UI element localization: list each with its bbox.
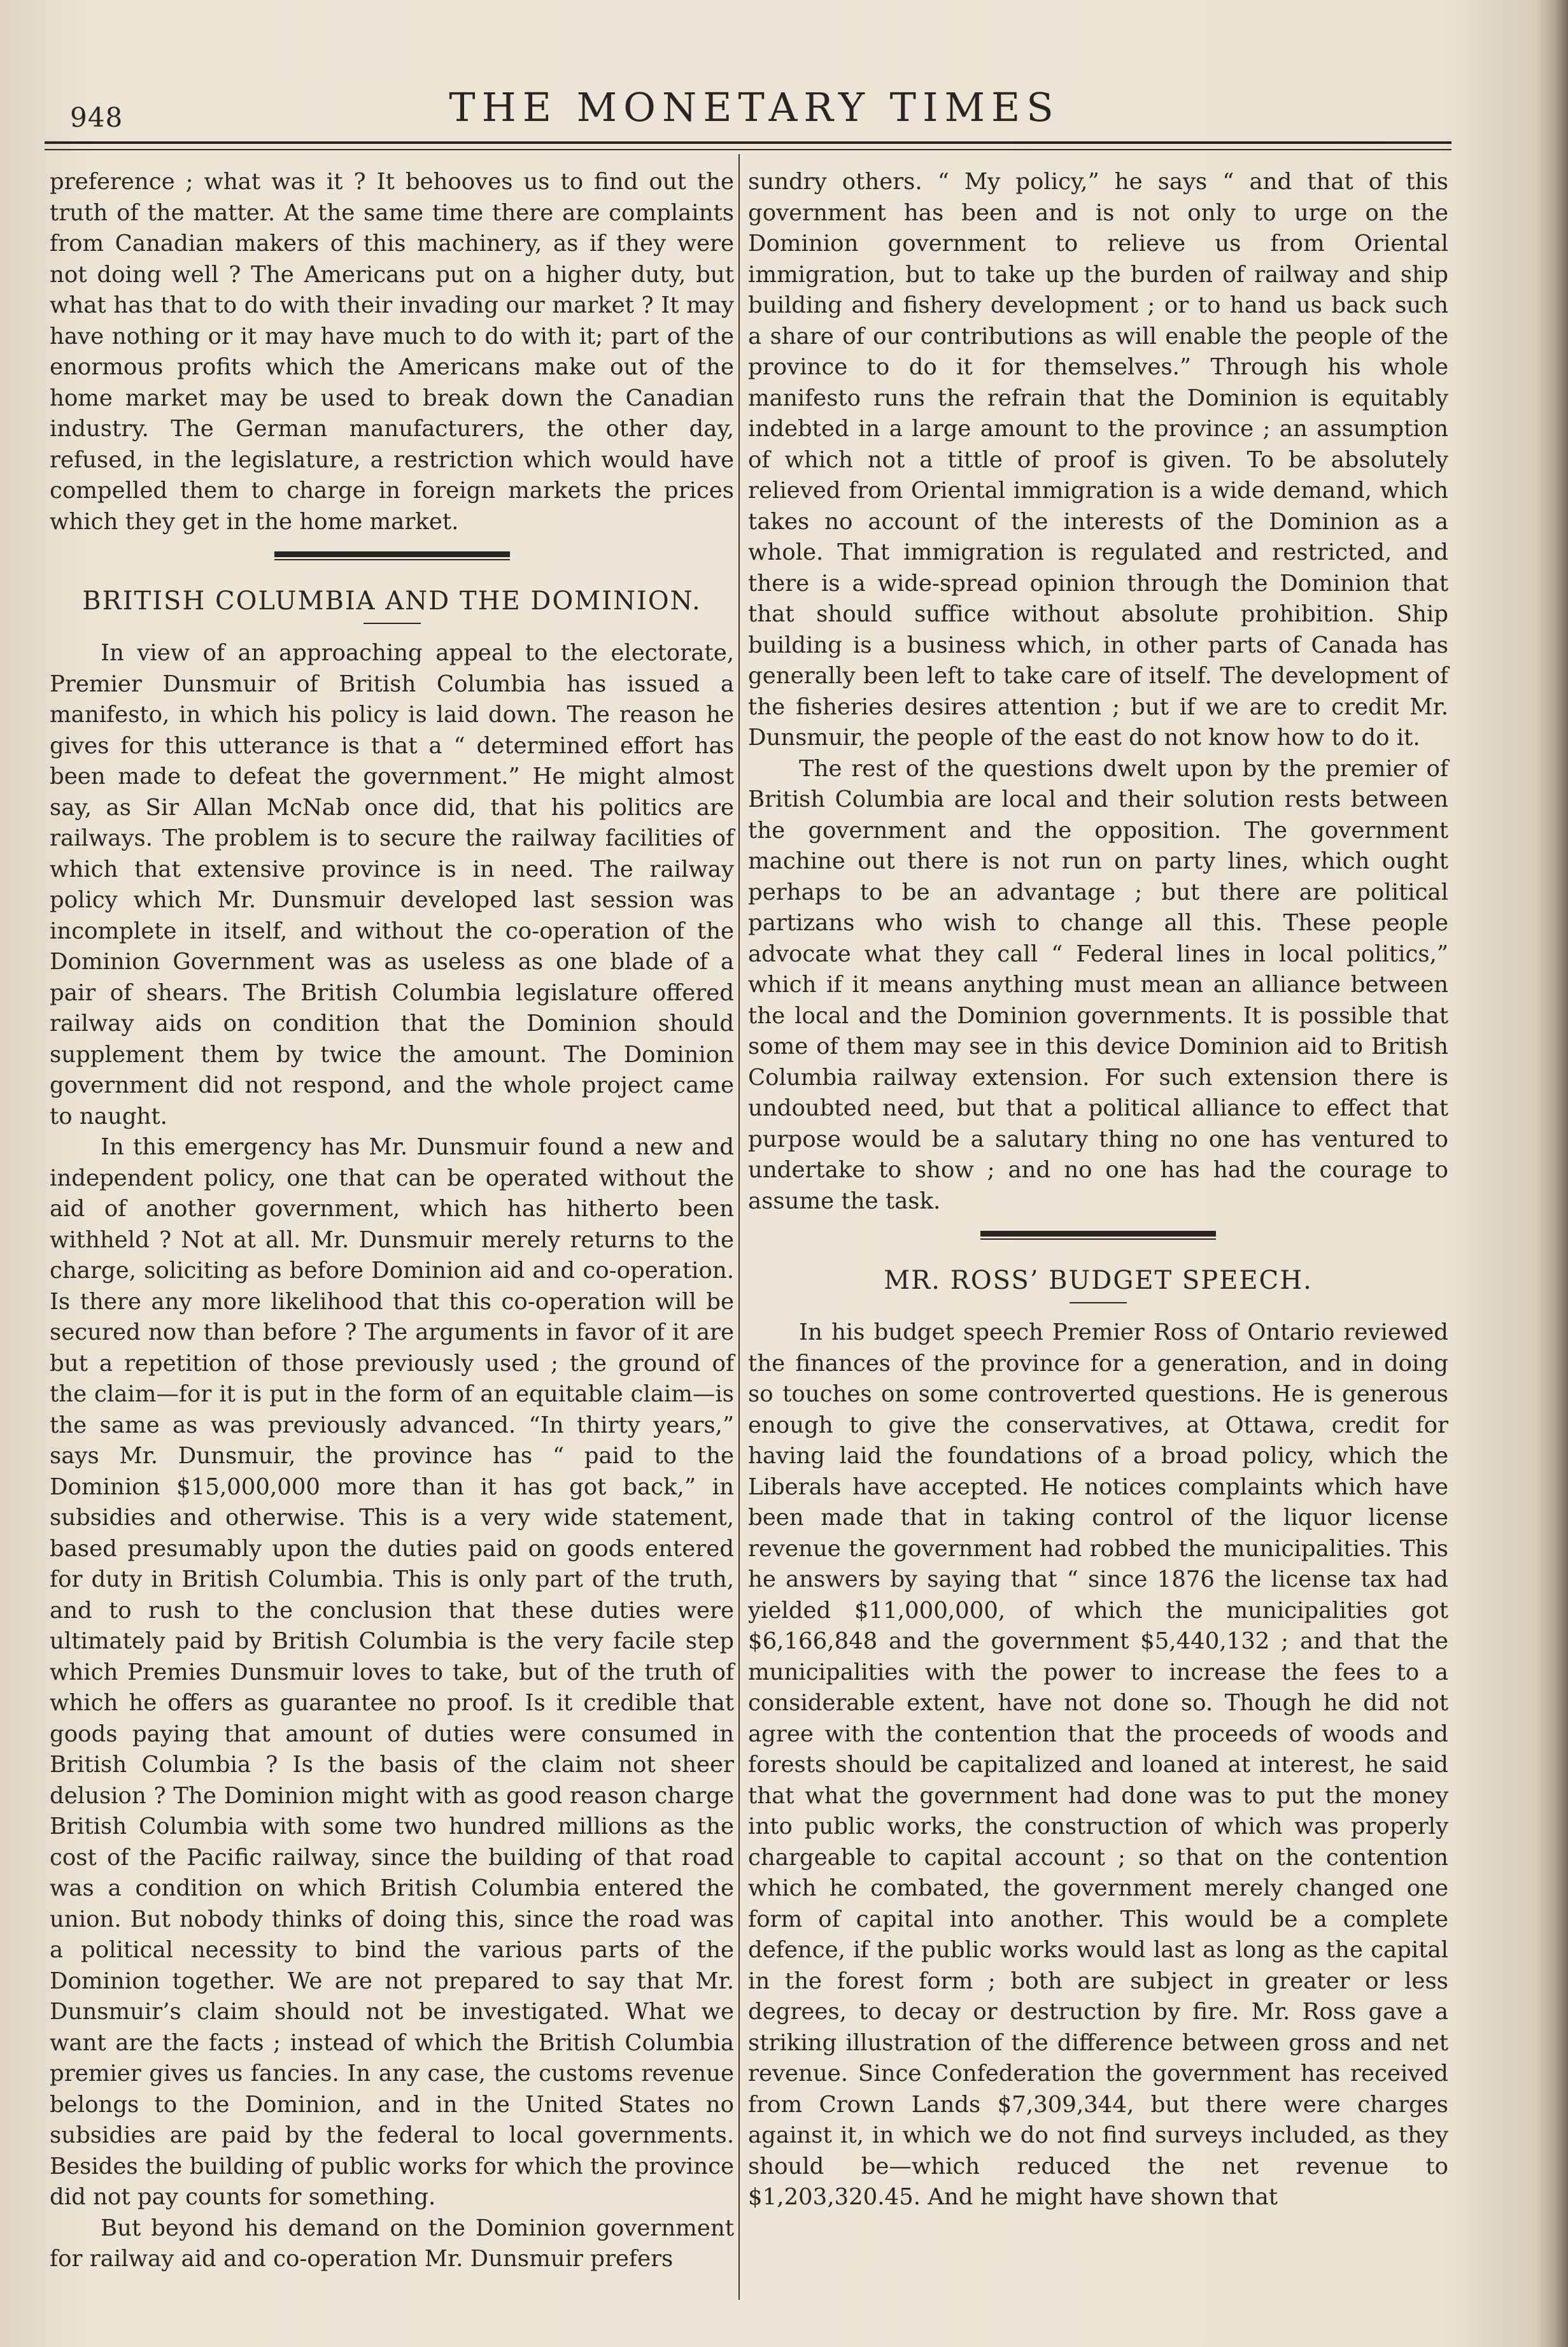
column-divider bbox=[738, 154, 740, 2300]
heading-rule bbox=[1070, 1302, 1127, 1303]
article-paragraph: sundry others. “ My policy,” he says “ and that of this government has been and is not only to urge on the Dominion government to relieve us from Oriental immigration, but to take up the burden of railway and ship building and fishery development ; or to hand us back such a share of our contributions as will enable the people of the province to do it for themselves.” Through his whole manifesto runs the refrain that the Dominion is equitably indebted in a large amount to the province ; an assumption of which not a tittle of proof is given. To be absolutely relieved from Oriental immigration is a wide demand, which takes no account of the interests of the Dominion as a whole. That immigration is regulated and restricted, and there is a wide-spread opinion through the Dominion that that should suffice without absolute prohibition. Ship building is a business which, in other parts of Canada has generally been left to take care of itself. The development of the fisheries desires attention ; but if we are to credit Mr. Dunsmuir, the people of the east do not know how to do it. bbox=[748, 169, 1448, 751]
right-column bbox=[748, 167, 1448, 2213]
page-number: 948 bbox=[70, 102, 124, 133]
left-column bbox=[50, 167, 734, 2275]
section-separator bbox=[50, 537, 734, 573]
header-rule-thin bbox=[45, 149, 1451, 150]
header-rule-thick bbox=[45, 141, 1451, 144]
page-edge-shadow bbox=[1536, 0, 1568, 2347]
publication-title: THE MONETARY TIMES bbox=[449, 84, 1060, 131]
section-heading: MR. ROSS’ BUDGET SPEECH. bbox=[884, 1266, 1313, 1295]
section-separator bbox=[748, 1217, 1448, 1252]
article-paragraph: preference ; what was it ? It behooves us to find out the truth of the matter. At the same time there are complaints from Canadian makers of this machinery, as if they were not doing well ? The Americans put on a higher duty, but what has that to do with their invading our market ? It may have nothing or it may have much to do with it; part of the enormous profits which the Americans make out of the home market may be used to break down the Canadian industry. The German manufacturers, the other day, refused, in the legislature, a restriction which would have compelled them to charge in foreign markets the prices which they get in the home market. bbox=[50, 169, 734, 535]
article-paragraph: The rest of the questions dwelt upon by the premier of British Columbia are local and their solution rests between the government and the opposition. The government machine out there is not run on party lines, which ought perhaps to be an advantage ; but there are political partizans who wish to change all this. These people advocate what they call “ Federal lines in local politics,” which if it means anything must mean an alliance between the local and the Dominion governments. It is possible that some of them may see in this device Dominion aid to British Columbia railway extension. For such extension there is undoubted need, but that a political alliance to effect that purpose would be a salutary thing no one has ventured to undertake to show ; and no one has had the courage to assume the task. bbox=[748, 755, 1448, 1214]
section-heading: BRITISH COLUMBIA AND THE DOMINION. bbox=[82, 586, 702, 616]
article-paragraph: But beyond his demand on the Dominion government for railway aid and co-operation Mr. Dunsmuir prefers bbox=[50, 2215, 734, 2272]
heading-rule bbox=[364, 623, 421, 624]
article-paragraph: In view of an approaching appeal to the electorate, Premier Dunsmuir of British Columbia has issued a manifesto, in which his policy is laid down. The reason he gives for this utterance is that a “ determined effort has been made to defeat the government.” He might almost say, as Sir Allan McNab once did, that his politics are railways. The problem is to secure the railway facilities of which that extensive province is in need. The railway policy which Mr. Dunsmuir developed last session was incomplete in itself, and without the co-operation of the Dominion Government was as useless as one blade of a pair of shears. The British Columbia legislature offered railway aids on condition that the Dominion should supplement them by twice the amount. The Dominion government did not respond, and the whole project came to naught. bbox=[50, 640, 734, 1130]
article-paragraph: In his budget speech Premier Ross of Ontario reviewed the finances of the province for a generation, and in doing so touches on some controverted questions. He is generous enough to give the conservatives, at Ottawa, credit for having laid the foundations of a broad policy, which the Liberals have accepted. He notices complaints which have been made that in taking control of the liquor license revenue the government had robbed the municipalities. This he answers by saying that “ since 1876 the license tax had yielded $11,000,000, of which the municipalities got $6,166,848 and the government $5,440,132 ; and that the municipalities with the power to increase the fees to a considerable extent, have not done so. Though he did not agree with the contention that the proceeds of woods and forests should be capitalized and loaned at interest, he said that what the government had done was to put the money into public works, the construction of which was properly chargeable to capital account ; so that on the contention which he combated, the government merely changed one form of capital into another. This would be a complete defence, if the public works would last as long as the capital in the forest form ; both are subject in greater or less degrees, to decay or destruction by fire. Mr. Ross gave a striking illustration of the difference between gross and net revenue. Since Confederation the government has received from Crown Lands $7,309,344, but there were charges against it, in which we do not find surveys included, as they should be—which reduced the net revenue to $1,203,320.45. And he might have shown that bbox=[748, 1319, 1448, 2210]
article-paragraph: In this emergency has Mr. Dunsmuir found a new and independent policy, one that can be operated without the aid of another government, which has hitherto been withheld ? Not at all. Mr. Dunsmuir merely returns to the charge, soliciting as before Dominion aid and co-operation. Is there any more likelihood that this co-operation will be secured now than before ? The arguments in favor of it are but a repetition of those previously used ; the ground of the claim—for it is put in the form of an equitable claim—is the same as was previously advanced. “In thirty years,” says Mr. Dunsmuir, the province has “ paid to the Dominion $15,000,000 more than it has got back,” in subsidies and otherwise. This is a very wide statement, based presumably upon the duties paid on goods entered for duty in British Columbia. This is only part of the truth, and to rush to the conclusion that these duties were ultimately paid by British Columbia is the very facile step which Premies Dunsmuir loves to take, but of the truth of which he offers as guarantee no proof. Is it credible that goods paying that amount of duties were consumed in British Columbia ? Is the basis of the claim not sheer delusion ? The Dominion might with as good reason charge British Columbia with some two hundred millions as the cost of the Pacific railway, since the building of that road was a condition on which British Columbia entered the union. But nobody thinks of doing this, since the road was a political necessity to bind the various parts of the Dominion together. We are not prepared to say that Mr. Dunsmuir’s claim should not be investigated. What we want are the facts ; instead of which the British Columbia premier gives us fancies. In any case, the customs revenue belongs to the Dominion, and in the United States no subsidies are paid by the federal to local governments. Besides the building of public works for which the province did not pay counts for something. bbox=[50, 1134, 734, 2210]
